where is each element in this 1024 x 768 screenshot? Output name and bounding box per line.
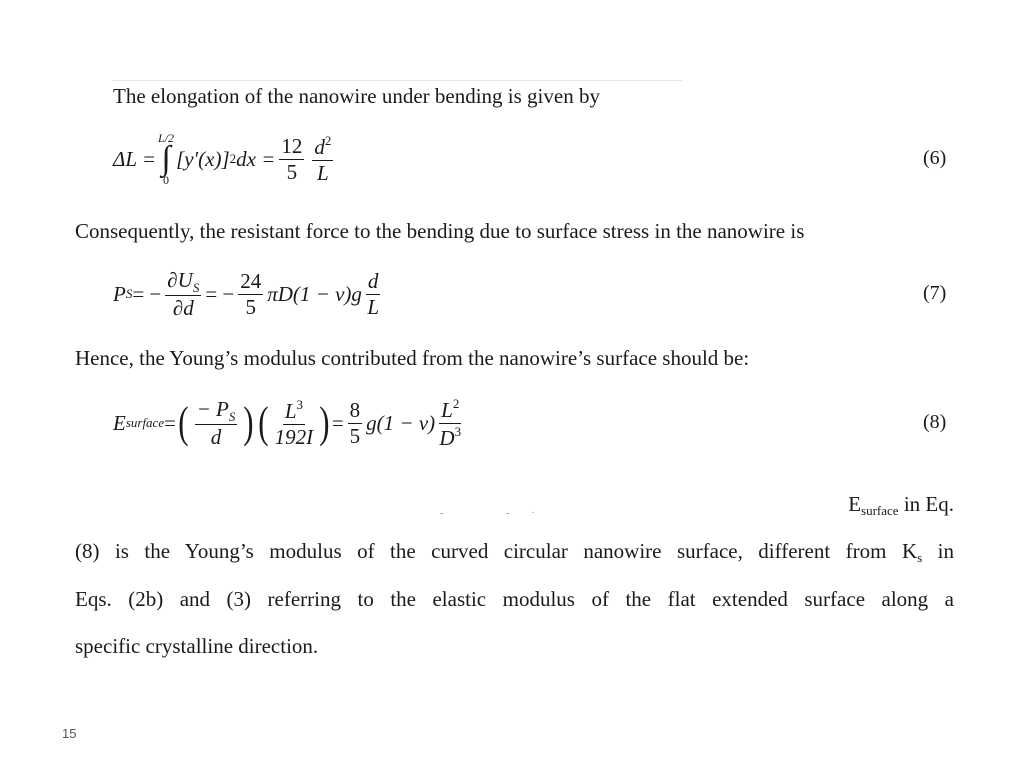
para-line1-a: (8) is the Young’s modulus of the curved circular nanowire surface, different from K <box>75 539 918 563</box>
eq7-den5: 5 <box>245 294 256 319</box>
eq8-f4-num-base: L <box>441 398 453 423</box>
para-line1-b: in <box>922 539 954 563</box>
eq7-frac-num <box>165 269 201 297</box>
right-paren-icon: ) <box>243 398 254 447</box>
eq6-integrand: [y′(x)] <box>176 146 230 171</box>
eq6-num1: 12 <box>281 134 303 159</box>
esurface-tail: in Eq. <box>898 492 954 516</box>
equation-8-number: (8) <box>923 411 947 433</box>
eq8-f3-den: 5 <box>349 423 361 448</box>
left-paren-icon: ( <box>258 398 269 447</box>
eq7-frac-num-base: ∂U <box>167 267 193 292</box>
eq7-eq1: = − <box>132 281 162 306</box>
eq6-dx: dx = <box>236 146 276 171</box>
paragraph-line-1 <box>75 539 954 566</box>
eq7-frac-den: ∂d <box>172 296 194 321</box>
eq8-f2-num-pow: 3 <box>296 397 304 413</box>
eq8-f2-num <box>283 398 305 424</box>
paragraph-line-3: specific crystalline direction. <box>75 634 319 658</box>
eq7-frac-d-L <box>366 270 381 317</box>
integral-icon: ∫ <box>161 139 171 177</box>
equation-6-number: (6) <box>923 147 947 169</box>
eq8-frac-L3-192I <box>275 398 314 447</box>
eq6-lhs: ΔL = <box>113 146 157 171</box>
eq8-f2-num-base: L <box>284 399 297 424</box>
scan-artifact-dots: ‑ ‑ · <box>440 508 535 519</box>
eq8-frac-8-5 <box>348 399 363 446</box>
eq7-lhs-sub: S <box>125 286 133 301</box>
eq8-lhs-sub: surface <box>125 415 165 430</box>
eq8-f4-den-base: D <box>439 425 455 450</box>
eq8-eq: = <box>164 410 176 435</box>
eq7-eq2: = − <box>205 281 235 306</box>
eq7-d: d <box>367 269 379 294</box>
eq8-frac-L2-D3 <box>439 397 461 448</box>
eq8-frac-Ps-d <box>195 398 238 449</box>
eq7-num24: 24 <box>240 269 262 294</box>
esurface-sub: surface <box>861 503 899 518</box>
equation-7 <box>113 261 384 327</box>
eq6-num2-base: d <box>314 135 325 160</box>
eq6-frac-12-5 <box>279 135 304 182</box>
consequently-text: Consequently, the resistant force to the bending due to surface stress in the nanowire is <box>75 219 805 243</box>
eq8-f3-num: 8 <box>349 398 361 423</box>
eq8-f1-den: d <box>210 425 222 450</box>
eq8-f1-num <box>195 398 238 426</box>
eq8-f1-num-base: − P <box>196 396 229 421</box>
eq7-lhs: P <box>113 281 126 306</box>
right-paren-icon: ) <box>319 398 330 447</box>
eq7-frac-24-5 <box>238 270 263 317</box>
eq8-f4-num-pow: 2 <box>452 396 460 412</box>
equation-8 <box>113 390 465 456</box>
eq6-den2: L <box>317 160 329 185</box>
eq6-frac-d2-L <box>312 134 333 183</box>
esurface-ref <box>848 492 954 519</box>
eq8-f4-den-pow: 3 <box>454 423 462 439</box>
left-paren-icon: ( <box>178 398 189 447</box>
eq6-lower-limit: 0 <box>163 173 170 188</box>
eq8-f2-den: 192I <box>274 424 314 449</box>
scan-artifact-line <box>112 80 682 81</box>
hence-text: Hence, the Young’s modulus contributed from the nanowire’s surface should be: <box>75 346 750 370</box>
eq7-L: L <box>367 294 380 319</box>
eq8-f1-num-sub: S <box>228 408 236 424</box>
eq8-lhs: E <box>113 410 126 435</box>
eq6-den1: 5 <box>286 159 298 184</box>
esurface-label: E <box>848 492 862 516</box>
intro-text: The elongation of the nanowire under bending is given by <box>113 84 600 108</box>
eq6-num2-pow: 2 <box>324 133 332 149</box>
eq7-frac-dU-dd <box>165 269 201 320</box>
paragraph-line-2: Eqs. (2b) and (3) referring to the elastic modulus of the flat extended surface along a <box>75 587 954 611</box>
eq8-eq2: = <box>331 410 344 435</box>
eq8-f4-num <box>439 397 461 423</box>
equation-7-number: (7) <box>923 282 947 304</box>
integral-sign <box>158 132 174 187</box>
eq8-f4-den <box>439 424 461 449</box>
para-line1-sub: s <box>917 550 923 565</box>
eq7-mid: πD(1 − ν)g <box>267 281 362 306</box>
eq6-upper-limit: L/2 <box>158 130 175 145</box>
eq8-mid: g(1 − ν) <box>366 410 436 435</box>
eq7-frac-num-sub: S <box>192 279 200 295</box>
eq6-num2 <box>312 134 333 160</box>
eq6-power: 2 <box>229 151 237 166</box>
equation-6 <box>113 126 337 192</box>
page-number: 15 <box>62 726 77 741</box>
